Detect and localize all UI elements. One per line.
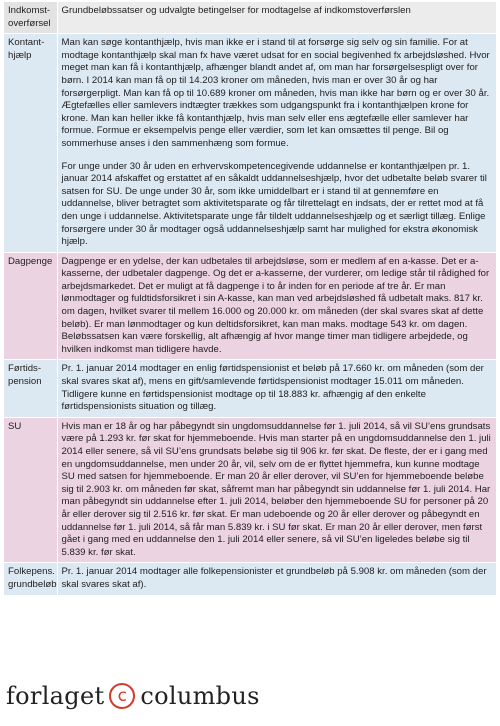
table-row-su [4,417,496,563]
table-row-foertidspension [4,360,496,417]
publisher-name-left: forlaget [6,682,105,710]
row-label: Folkepens. grundbeløb [4,563,57,595]
paragraph: Dagpenge er en ydelse, der kan udbetales til arbejdsløse, som er medlem af en a-kasse. Det er a-kasserne, der udbetaler dagpenge. Og det er a-kasserne, der vurderer, om ledige står til rådighed for arbejdsmarkedet. Det er muligt at få dagpenge i to år inden for en periode af tre år. Er man lønmodtager og fuldtidsforsikret i sin A-kasse, kan man ved arbejdsløshed få udbetalt maks. 817 kr. om dagen, hvilket svarer til mellem 16.000 og 20.000 kr. om måneden (der skal svares skat af dette beløb). Er man lønmodtager og kun deltidsforsikret, kan man maks. modtage 543 kr. om dagen. Beløbssatsen kan være forskellig, alt afhængig af hvor mange timer man tidligere arbejdede, og hvilken indkomst man tidligere havde. [61,255,490,355]
paragraph: Pr. 1. januar 2014 modtager alle folkepensionister et grundbeløb på 5.908 kr. om måneden (som der skal svares skat af). [61,566,487,590]
paragraph: Man kan søge kontanthjælp, hvis man ikke er i stand til at forsørge sig selv og sin familie. For at modtage kontanthjælp skal man fx have været udsat for en social begivenhed fx arbejdsløshed. Hvor meget man kan få i kontanthjælp, afhænger blandt andet af, om man har forsørgelsespligt over for børn. I 2014 kan man få op til 14.203 kroner om måneden, hvis man er over 30 år og har forsørgerpligt. Man kan få op til 10.689 kroner om måneden, hvis man ikke har børn og er over 30 år. Ægtefælles eller samlevers indtægter trækkes som udgangspunkt fra i kontanthjælpen krone for krone. Man kan heller ikke få kontanthjælp, hvis man selv eller ens ægtefælle eller samlever har formue. Formue er eksempelvis penge eller værdier, som let kan omsættes til penge. Bil og sommerhuse anses i den sammenhæng som formue. [61,37,490,149]
paragraph: For unge under 30 år uden en erhvervskompetencegivende uddannelse er kontanthjælpen pr. 1. januar 2014 afskaffet og erstattet af en såkaldt uddannelseshjælp, hvor det udbetalte beløb svarer til satsen for SU. De unge under 30 år, som ikke umiddelbart er i stand til at gennemføre en uddannelse, bliver betragtet som aktivitetsparate og får tilrettelagt en indsats, der er rettet mod at få den unge i uddannelse. Aktivitetsparate unge får tildelt uddannelseshjælp og et særligt tillæg. Enlige forsørgere under 30 år modtager også uddannelseshjælp samt har mulighed for ekstra økonomisk hjælp. [61,160,487,248]
table-row-dagpenge [4,252,496,360]
row-description [57,360,496,417]
paragraph: Hvis man er 18 år og har påbegyndt sin ungdomsuddannelse før 1. juli 2014, så vil SU’ens grundsats være på 1.293 kr. før skat for hjemmeboende. Hvis man starter på en ungdomsuddannelse den 1. juli 2014 eller senere, så vil SU’ens grundsats beløbe sig til 906 kr. før skat. De fleste, der er i gang med en ungdomsuddannelse, men under 20 år, vil, selv om de er flyttet hjemmefra, kun kunne modtage SU med satsen for hjemmeboende. Er man 20 år eller derover, vil SU’en for hjemmeboende beløbe sig til 2.903 kr. om måneden før skat, såfremt man har påbegyndt sin uddannelse før 1. juli 2014. Har man påbegyndt sin uddannelse efter 1. juli 2014, beløber den hjemmeboende SU for personer på 20 år eller derover sig til 2.516 kr. før skat. Er man udeboende og 20 år eller derover og påbegyndt en uddannelse før 1. juli 2014, så får man 5.839 kr. i SU før skat. Er man 20 år eller derover, men først gået i gang med en uddannelse den 1. juli 2014 eller senere, så vil SU’en ligeledes beløbe sig til 5.839 kr. før skat. [61,420,491,558]
row-label: SU [4,417,57,563]
header-col-rates: Grundbeløbssatser og udvalgte betingelser for modtagelse af indkomstoverførslen [57,2,496,34]
row-label: Kontant- hjælp [4,34,57,253]
row-label: Førtids- pension [4,360,57,417]
row-description [57,252,496,360]
table-row-folkepension [4,563,496,595]
publisher-logo [6,682,260,710]
header-col-transfer-type: Indkomst- overførsel [4,2,57,34]
paragraph: Pr. 1. januar 2014 modtager en enlig førtidspensionist et beløb på 17.660 kr. om måneden (som der skal svares skat af), mens en gift/samlevende førtidspensionist modtager 15.011 om måneden. Tidligere kunne en førtidspensionist modtage op til 18.883 kr. afhængig af den enkelte førtidspensionists situation og tillæg. [61,363,484,413]
row-description [57,34,496,253]
table-row-kontanthjaelp [4,34,496,253]
row-label: Dagpenge [4,252,57,360]
row-description [57,417,496,563]
publisher-name-right: columbus [140,682,260,710]
table-header-row [4,2,496,34]
copyright-circle-icon: c [109,683,135,709]
income-transfer-table [4,2,496,596]
row-description [57,563,496,595]
